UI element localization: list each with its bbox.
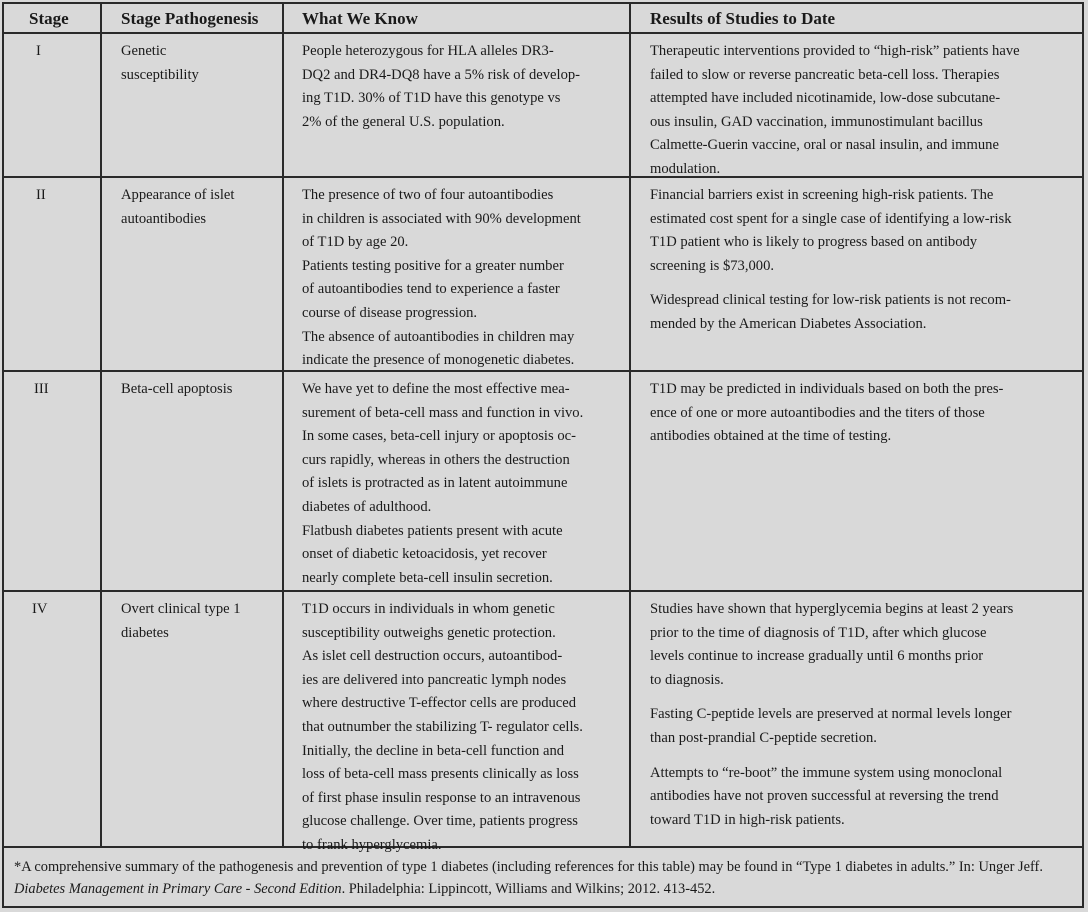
text-line: surement of beta-cell mass and function in vivo. (302, 404, 584, 421)
text-line: to diagnosis. (650, 671, 724, 688)
text-line: In some cases, beta-cell injury or apoptosis oc- (302, 428, 576, 445)
table-footnote (14, 856, 1074, 900)
text-line: failed to slow or reverse pancreatic beta-cell loss. Therapies (650, 66, 1000, 83)
text-line: The absence of autoantibodies in children may (302, 328, 575, 345)
what-we-know-cell (302, 378, 627, 590)
text-line: antibodies obtained at the time of testing. (650, 428, 892, 445)
text-line: than post-prandial C-peptide secretion. (650, 729, 877, 746)
text-line: of autoantibodies tend to experience a faster (302, 281, 560, 298)
text-line: onset of diabetic ketoacidosis, yet recover (302, 546, 547, 563)
column-divider (629, 4, 631, 846)
text-line: that outnumber the stabilizing T- regulator cells. (302, 718, 583, 735)
text-line: Appearance of islet (121, 187, 235, 203)
pathogenesis-cell (121, 184, 281, 231)
pathogenesis-cell (121, 598, 281, 645)
header-results: Results of Studies to Date (650, 9, 836, 28)
table-header-row (4, 4, 1082, 34)
text-line: ence of one or more autoantibodies and the titers of those (650, 404, 985, 421)
text-line: prior to the time of diagnosis of T1D, after which glucose (650, 624, 987, 641)
text-line: of T1D by age 20. (302, 234, 409, 251)
text-line: autoantibodies (121, 210, 207, 227)
what-we-know-cell (302, 184, 627, 373)
text-line: Financial barriers exist in screening high-risk patients. The (650, 187, 994, 203)
text-line: glucose challenge. Over time, patients progress (302, 813, 578, 830)
text-line: nearly complete beta-cell insulin secretion. (302, 569, 553, 586)
text-line: DQ2 and DR4-DQ8 have a 5% risk of develop- (302, 66, 581, 83)
text-line: We have yet to define the most effective mea- (302, 381, 570, 397)
text-line: of first phase insulin response to an intravenous (302, 789, 581, 806)
text-line: diabetes of adulthood. (302, 498, 432, 515)
stage-cell: IV (32, 601, 48, 617)
what-we-know-cell (302, 598, 627, 858)
text-line: Studies have shown that hyperglycemia begins at least 2 years (650, 601, 1014, 617)
text-line: modulation. (650, 160, 721, 177)
text-line: Widespread clinical testing for low-risk patients is not recom- (650, 292, 1011, 309)
text-line: Flatbush diabetes patients present with acute (302, 522, 563, 539)
footnote-book-title: Diabetes Management in Primary Care - Second Edition (14, 881, 342, 897)
text-line: T1D occurs in individuals in whom genetic (302, 601, 555, 617)
text-line: Initially, the decline in beta-cell function and (302, 742, 565, 759)
results-cell (650, 598, 1080, 832)
text-line: estimated cost spent for a single case of identifying a low-risk (650, 210, 1012, 227)
text-line: curs rapidly, whereas in others the destruction (302, 451, 570, 468)
text-line: diabetes (121, 624, 169, 641)
text-line: T1D may be predicted in individuals based on both the pres- (650, 381, 1004, 397)
text-line: 2% of the general U.S. population. (302, 113, 505, 130)
text-line: in children is associated with 90% development (302, 210, 581, 227)
header-stage: Stage (29, 9, 69, 28)
text-line: ing T1D. 30% of T1D have this genotype vs (302, 90, 561, 107)
text-line: Therapeutic interventions provided to “high-risk” patients have (650, 43, 1020, 59)
text-line: loss of beta-cell mass presents clinically as loss (302, 766, 579, 783)
what-we-know-cell (302, 40, 627, 134)
results-cell (650, 378, 1080, 449)
footnote-text: *A comprehensive summary of the pathogenesis and prevention of type 1 diabetes (including references for this table) may be found in “Type 1 diabetes in adults.” In: Unger Jeff. (14, 859, 1043, 875)
text-line: ies are delivered into pancreatic lymph nodes (302, 671, 567, 688)
column-divider (282, 4, 284, 846)
text-line: of islets is protracted as in latent autoimmune (302, 475, 568, 492)
text-line: As islet cell destruction occurs, autoantibod- (302, 648, 563, 665)
text-line: toward T1D in high-risk patients. (650, 811, 845, 828)
stage-cell: III (34, 381, 49, 397)
text-line: where destructive T-effector cells are produced (302, 695, 577, 712)
text-line: indicate the presence of monogenetic diabetes. (302, 352, 575, 369)
text-line: course of disease progression. (302, 304, 478, 321)
text-line: screening is $73,000. (650, 257, 775, 274)
header-pathogenesis: Stage Pathogenesis (121, 9, 259, 28)
text-line: to frank hyperglycemia. (302, 836, 442, 853)
text-line: Fasting C-peptide levels are preserved at normal levels longer (650, 706, 1012, 723)
stage-cell: II (36, 187, 46, 203)
text-line: levels continue to increase gradually until 6 months prior (650, 648, 984, 665)
text-line: The presence of two of four autoantibodies (302, 187, 554, 203)
text-line: attempted have included nicotinamide, low-dose subcutane- (650, 90, 1001, 107)
pathogenesis-cell (121, 378, 281, 402)
text-line: Calmette-Guerin vaccine, oral or nasal insulin, and immune (650, 137, 999, 154)
text-line: Attempts to “re-boot” the immune system using monoclonal (650, 764, 1003, 781)
text-line: ous insulin, GAD vaccination, immunostimulant bacillus (650, 113, 983, 130)
table-document (2, 2, 1084, 908)
stage-cell: I (36, 43, 41, 59)
column-divider (100, 4, 102, 846)
results-cell (650, 40, 1080, 182)
text-line: T1D patient who is likely to progress based on antibody (650, 234, 978, 251)
text-line: Overt clinical type 1 (121, 601, 241, 617)
header-what-we-know: What We Know (302, 9, 418, 28)
text-line: susceptibility outweighs genetic protection. (302, 624, 556, 641)
footnote-text: . Philadelphia: Lippincott, Williams and Wilkins; 2012. 413-452. (341, 881, 716, 897)
text-line: mended by the American Diabetes Association. (650, 315, 927, 332)
text-line: antibodies have not proven successful at reversing the trend (650, 788, 999, 805)
results-cell (650, 184, 1080, 337)
text-line: Patients testing positive for a greater number (302, 257, 564, 274)
text-line: People heterozygous for HLA alleles DR3- (302, 43, 554, 59)
pathogenesis-cell (121, 40, 281, 87)
text-line: susceptibility (121, 66, 199, 83)
text-line: Beta-cell apoptosis (121, 381, 233, 397)
text-line: Genetic (121, 43, 167, 59)
